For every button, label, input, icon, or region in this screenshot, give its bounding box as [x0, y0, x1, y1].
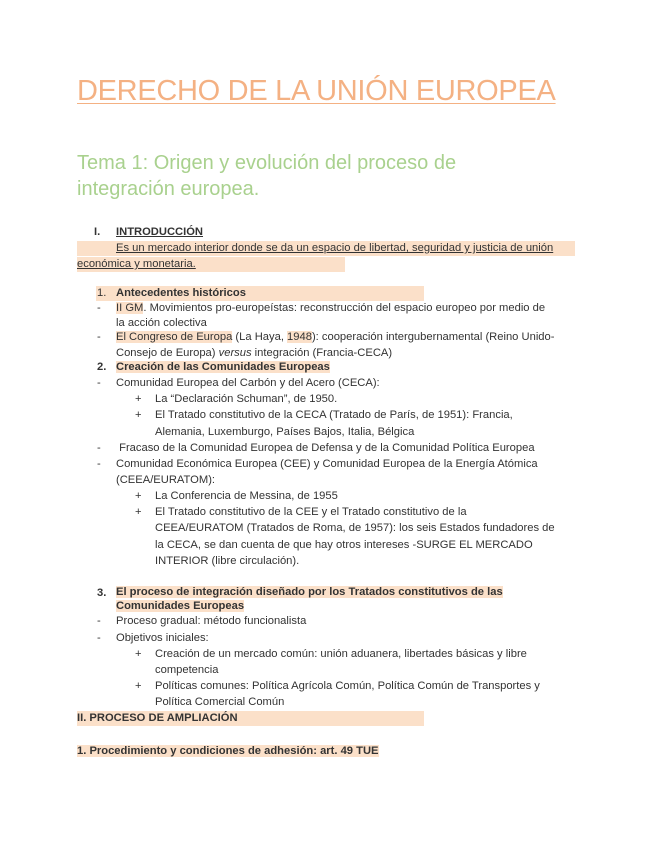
item-text: . Movimientos pro-europeístas: reconstrucción del espacio europeo por medio de [143, 302, 546, 314]
document-title: DERECHO DE LA UNIÓN EUROPEA [77, 75, 556, 107]
intro-line-1: Es un mercado interior donde se da un espacio de libertad, seguridad y justicia de unión [116, 242, 554, 254]
list-item-continuation: la acción colectiva [116, 317, 207, 329]
intro-line-2: económica y monetaria. [77, 258, 196, 270]
dash-bullet: - [97, 615, 101, 627]
sub-list-item-continuation: Alemania, Luxemburgo, Países Bajos, Italia, Bélgica [155, 426, 415, 438]
plus-bullet: + [135, 648, 142, 660]
dash-bullet: - [97, 458, 101, 470]
list-number: 3. [97, 587, 107, 599]
item-text: ): cooperación intergubernamental (Reino Unido- [311, 331, 555, 343]
sub-list-item-continuation: Política Comercial Común [155, 696, 285, 708]
dash-bullet: - [97, 632, 101, 644]
subtitle-line-1: Tema 1: Origen y evolución del proceso de [77, 152, 457, 174]
sub-list-item-continuation: competencia [155, 664, 219, 676]
subtitle-line-2: integración europea. [77, 178, 260, 200]
heading-proceso [116, 585, 503, 600]
italic-text: versus [218, 347, 252, 359]
sub-list-item: La Conferencia de Messina, de 1955 [155, 490, 338, 502]
sub-list-item: La “Declaración Schuman”, de 1950. [155, 393, 338, 405]
sub-list-item-continuation: CEEA/EURATOM (Tratados de Roma, de 1957): los seis Estados fundadores de [155, 522, 555, 534]
list-item: Comunidad Económica Europea (CEE) y Comunidad Europea de la Energía Atómica [116, 458, 538, 470]
heading-antecedentes: Antecedentes históricos [116, 287, 246, 299]
item-text: Consejo de Europa) [116, 347, 219, 359]
item-text: (La Haya, [232, 331, 288, 343]
highlighted-heading: Comunidades Europeas [116, 600, 245, 612]
list-item [116, 300, 545, 316]
sub-list-item: Políticas comunes: Política Agrícola Común, Política Común de Transportes y [155, 680, 540, 692]
list-number: 2. [97, 361, 107, 373]
list-number: 1. [97, 287, 107, 299]
subsection-heading-adhesion [77, 743, 379, 759]
sub-list-item: El Tratado constitutivo de la CECA (Tratado de París, de 1951): Francia, [155, 409, 513, 421]
plus-bullet: + [135, 393, 142, 405]
plus-bullet: + [135, 490, 142, 502]
list-item [116, 329, 554, 345]
list-item: Fracaso de la Comunidad Europea de Defensa y de la Comunidad Política Europea [116, 442, 535, 454]
list-item: Proceso gradual: método funcionalista [116, 615, 307, 627]
dash-bullet: - [97, 331, 101, 343]
sub-list-item-continuation: INTERIOR (libre circulación). [155, 555, 300, 567]
highlighted-heading: El proceso de integración diseñado por los Tratados constitutivos de las [116, 586, 503, 598]
list-item-continuation: (CEEA/EURATOM): [116, 474, 216, 486]
plus-bullet: + [135, 680, 142, 692]
plus-bullet: + [135, 409, 142, 421]
highlighted-text: El Congreso de Europa [116, 331, 233, 343]
item-text: integración (Francia-CECA) [251, 347, 393, 359]
sub-list-item: El Tratado constitutivo de la CEE y el Tratado constitutivo de la [155, 506, 467, 518]
dash-bullet: - [97, 442, 101, 454]
heading-proceso-continuation [116, 599, 244, 614]
highlighted-year: 1948 [287, 331, 312, 343]
list-item: Objetivos iniciales: [116, 632, 209, 644]
dash-bullet: - [97, 302, 101, 314]
highlighted-text: II GM [116, 302, 144, 314]
sub-list-item-continuation: la CECA, se dan cuenta de que hay otros intereses -SURGE EL MERCADO [155, 539, 533, 551]
heading-creacion [116, 359, 330, 375]
highlighted-heading: Creación de las Comunidades Europeas [116, 361, 330, 373]
section-heading-introduccion: INTRODUCCIÓN [116, 226, 204, 238]
highlighted-heading: 1. Procedimiento y condiciones de adhesión: art. 49 TUE [77, 745, 379, 757]
section-numeral: I. [94, 226, 101, 238]
dash-bullet: - [97, 377, 101, 389]
sub-list-item: Creación de un mercado común: unión aduanera, libertades básicas y libre [155, 648, 527, 660]
plus-bullet: + [135, 506, 142, 518]
section-heading-ampliacion: II. PROCESO DE AMPLIACIÓN [77, 712, 238, 724]
list-item: Comunidad Europea del Carbón y del Acero (CECA): [116, 377, 380, 389]
